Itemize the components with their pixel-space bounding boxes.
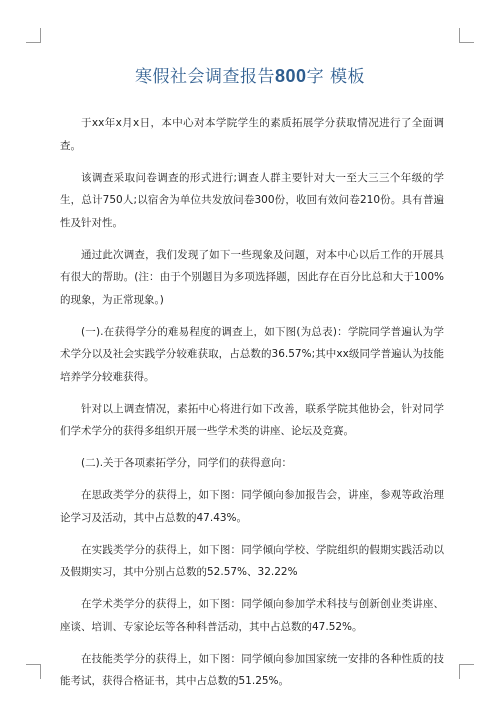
title-prefix: 寒假社会调查报告 [135,67,276,87]
crop-mark-bottom-left [26,664,41,679]
document-title [0,62,500,87]
paragraph-4: (一).在获得学分的难易程度的调查上，如下图(为总表)：学院同学普遍认为学术学分以及社会实践学分较难获取，占总数的36.57%;其中xx级同学普遍认为技能培养学分较难获得。 [60,325,444,383]
paragraph-10: 在技能类学分的获得上，如下图：同学倾向参加国家统一安排的各种性质的技能考试，获得合格证书，其中占总数的51.25%。 [60,652,444,687]
crop-mark-top-right [459,28,474,43]
paragraph-6: (二).关于各项素拓学分，同学们的获得意向： [81,457,293,469]
paragraph-3: 通过此次调查，我们发现了如下一些现象及问题，对本中心以后工作的开展具有很大的帮助。(注：由于个别题目为多项选择题，因此存在百分比总和大于100%的现象，为正常现象。) [60,248,444,306]
paragraph-9: 在学术类学分的获得上，如下图：同学倾向参加学术科技与创新创业类讲座、座谈、培训、专家论坛等各种科普活动，其中占总数的47.52%。 [60,598,444,633]
paragraph-8: 在实践类学分的获得上，如下图：同学倾向学校、学院组织的假期实践活动以及假期实习，其中分别占总数的52.57%、32.22% [60,543,444,578]
title-number: 800 [275,66,307,86]
title-suffix: 字 模板 [306,67,365,87]
crop-mark-top-left [26,28,41,43]
paragraph-2: 该调查采取问卷调查的形式进行;调查人群主要针对大一至大三三个年级的学生，总计750人;以宿舍为单位共发放问卷300份，收回有效问卷210份。具有普遍性及针对性。 [60,171,444,229]
crop-mark-bottom-right [459,664,474,679]
document-body [60,112,444,702]
paragraph-1: 于xx年x月x日，本中心对本学院学生的素质拓展学分获取情况进行了全面调查。 [60,117,444,152]
paragraph-5: 针对以上调查情况，素拓中心将进行如下改善，联系学院其他协会，针对同学们学术学分的获得多组织开展一些学术类的讲座、论坛及竞赛。 [60,402,444,437]
paragraph-7: 在思政类学分的获得上，如下图：同学倾向参加报告会，讲座，参观等政治理论学习及活动，其中占总数的47.43%。 [60,489,444,524]
